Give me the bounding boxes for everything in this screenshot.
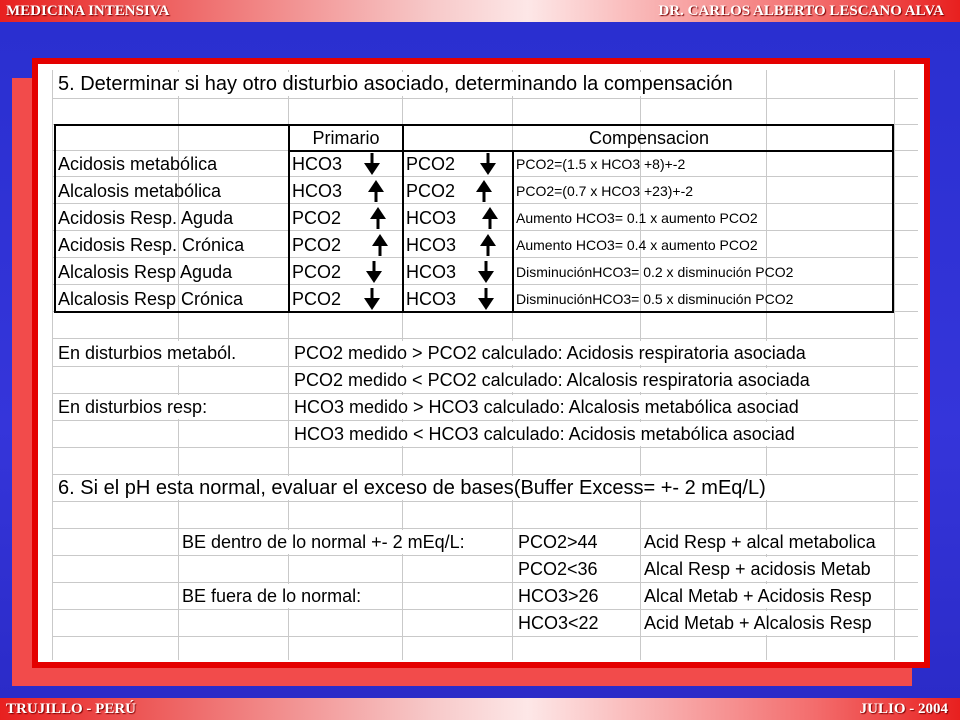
rule-text: PCO2 medido < PCO2 calculado: Alcalosis respiratoria asociada — [294, 368, 814, 392]
row-formula: PCO2=(1.5 x HCO3 +8)+-2 — [516, 156, 686, 172]
down-arrow-icon — [364, 153, 380, 175]
be-result: Alcal Metab + Acidosis Resp — [644, 584, 876, 608]
header-compensacion: Compensacion — [588, 128, 710, 148]
row-formula: DisminuciónHCO3= 0.2 x disminución PCO2 — [516, 264, 794, 280]
row-formula: Aumento HCO3= 0.4 x aumento PCO2 — [516, 237, 758, 253]
be-result: Acid Resp + alcal metabolica — [644, 530, 880, 554]
rule-label: En disturbios resp: — [58, 397, 208, 417]
up-arrow-icon — [372, 234, 388, 256]
be-label: BE fuera de lo normal: — [182, 586, 362, 606]
row-formula: Aumento HCO3= 0.1 x aumento PCO2 — [516, 210, 758, 226]
be-label: BE dentro de lo normal +- 2 mEq/L: — [182, 532, 465, 552]
down-arrow-icon — [478, 261, 494, 283]
up-arrow-icon — [368, 180, 384, 202]
row-primary: HCO3 — [292, 154, 343, 174]
row-formula: PCO2=(0.7 x HCO3 +23)+-2 — [516, 183, 694, 199]
header-bar — [0, 0, 960, 22]
row-label: Alcalosis metabólica — [58, 181, 222, 201]
section5-title: 5. Determinar si hay otro disturbio asociado, determinando la compensación — [58, 72, 739, 96]
row-comp: HCO3 — [406, 208, 457, 228]
row-primary: PCO2 — [292, 208, 342, 228]
row-primary: PCO2 — [292, 235, 342, 255]
be-result: Alcal Resp + acidosis Metab — [644, 557, 875, 581]
row-primary: HCO3 — [292, 181, 343, 201]
row-label: Acidosis metabólica — [58, 154, 218, 174]
header-primario: Primario — [312, 128, 380, 148]
footer-bar — [0, 698, 960, 720]
row-label: Acidosis Resp. Crónica — [58, 235, 245, 255]
row-comp: HCO3 — [406, 235, 457, 255]
row-label: Alcalosis Resp Aguda — [58, 262, 233, 282]
row-comp: PCO2 — [406, 181, 456, 201]
header-right-text: DR. CARLOS ALBERTO LESCANO ALVA — [658, 3, 944, 19]
row-label: Acidosis Resp. Aguda — [58, 208, 234, 228]
be-cond: PCO2>44 — [518, 532, 598, 552]
row-comp: HCO3 — [406, 262, 457, 282]
rule-text: PCO2 medido > PCO2 calculado: Acidosis respiratoria asociada — [294, 341, 810, 365]
row-primary: PCO2 — [292, 289, 342, 309]
row-comp: HCO3 — [406, 289, 457, 309]
down-arrow-icon — [364, 288, 380, 310]
spreadsheet-area — [52, 70, 918, 660]
row-label: Alcalosis Resp Crónica — [58, 289, 244, 309]
up-arrow-icon — [480, 234, 496, 256]
be-cond: HCO3>26 — [518, 586, 599, 606]
up-arrow-icon — [370, 207, 386, 229]
header-left-text: MEDICINA INTENSIVA — [6, 3, 170, 19]
be-cond: HCO3<22 — [518, 613, 599, 633]
row-formula: DisminuciónHCO3= 0.5 x disminución PCO2 — [516, 291, 794, 307]
rule-text: HCO3 medido > HCO3 calculado: Alcalosis metabólica asociad — [294, 395, 803, 419]
be-cond: PCO2<36 — [518, 559, 598, 579]
section6-title: 6. Si el pH esta normal, evaluar el exceso de bases(Buffer Excess= +- 2 mEq/L) — [58, 476, 772, 500]
down-arrow-icon — [480, 153, 496, 175]
up-arrow-icon — [476, 180, 492, 202]
down-arrow-icon — [366, 261, 382, 283]
up-arrow-icon — [482, 207, 498, 229]
footer-right-text: JULIO - 2004 — [859, 701, 948, 717]
be-result: Acid Metab + Alcalosis Resp — [644, 611, 876, 635]
row-comp: PCO2 — [406, 154, 456, 174]
down-arrow-icon — [478, 288, 494, 310]
rule-label: En disturbios metaból. — [58, 343, 237, 363]
footer-left-text: TRUJILLO - PERÚ — [6, 701, 137, 717]
rule-text: HCO3 medido < HCO3 calculado: Acidosis metabólica asociad — [294, 422, 799, 446]
row-primary: PCO2 — [292, 262, 342, 282]
